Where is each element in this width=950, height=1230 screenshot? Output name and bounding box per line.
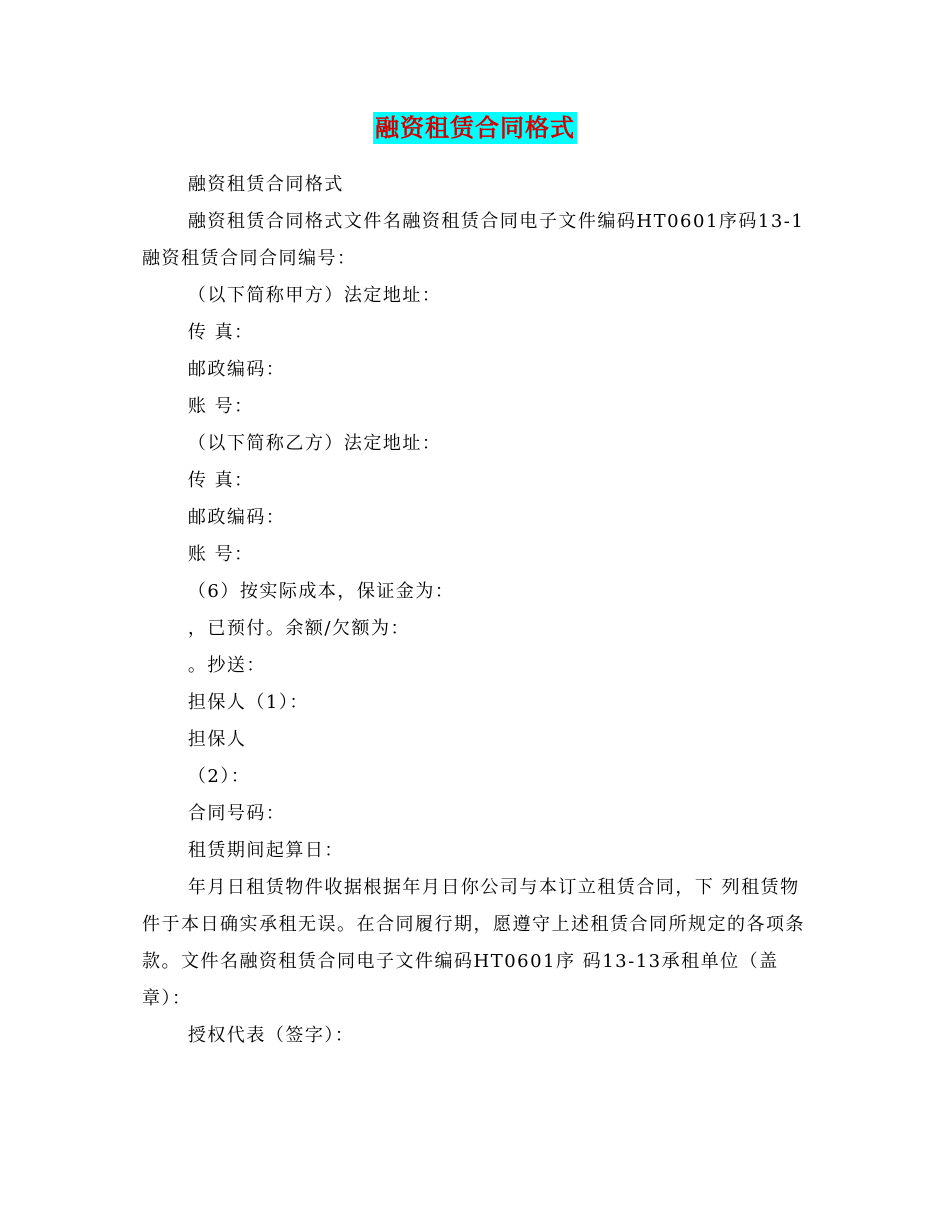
paragraph: 年月日租赁物件收据根据年月日你公司与本订立租赁合同，下 列租赁物件于本日确实承租无误。在合同履行期，愿遵守上述租赁合同所规定的各项条款。文件名融资租赁合同电子文件编码HT0601序 码13-13承租单位（盖章）： (142, 877, 805, 1009)
title-container (0, 112, 950, 144)
paragraph: 担保人（1）： (187, 692, 309, 713)
paragraph: 邮政编码： (187, 507, 286, 528)
paragraph: （以下简称乙方）法定地址： (187, 433, 442, 454)
paragraph: 融资租赁合同格式 (187, 174, 344, 195)
paragraph: 租赁期间起算日： (187, 840, 344, 861)
paragraph: 传 真： (187, 470, 254, 491)
paragraph: 传 真： (187, 322, 254, 343)
paragraph: （6）按实际成本，保证金为： (187, 581, 455, 602)
document-body (142, 166, 812, 1054)
paragraph: 账 号： (187, 396, 254, 417)
paragraph: 账 号： (187, 544, 254, 565)
paragraph: （以下简称甲方）法定地址： (187, 285, 442, 306)
document-title: 融资租赁合同格式 (375, 113, 575, 142)
paragraph: 担保人 (187, 729, 247, 750)
paragraph: 邮政编码： (187, 359, 286, 380)
paragraph: 合同号码： (187, 803, 286, 824)
paragraph: 授权代表（签字）： (187, 1025, 355, 1046)
paragraph: 融资租赁合同格式文件名融资租赁合同电子文件编码HT0601序码13-1融资租赁合同合同编号： (142, 211, 805, 269)
paragraph: ，已预付。余额/欠额为： (187, 618, 410, 639)
paragraph: 。抄送： (187, 655, 266, 676)
paragraph: （2）： (187, 766, 251, 787)
